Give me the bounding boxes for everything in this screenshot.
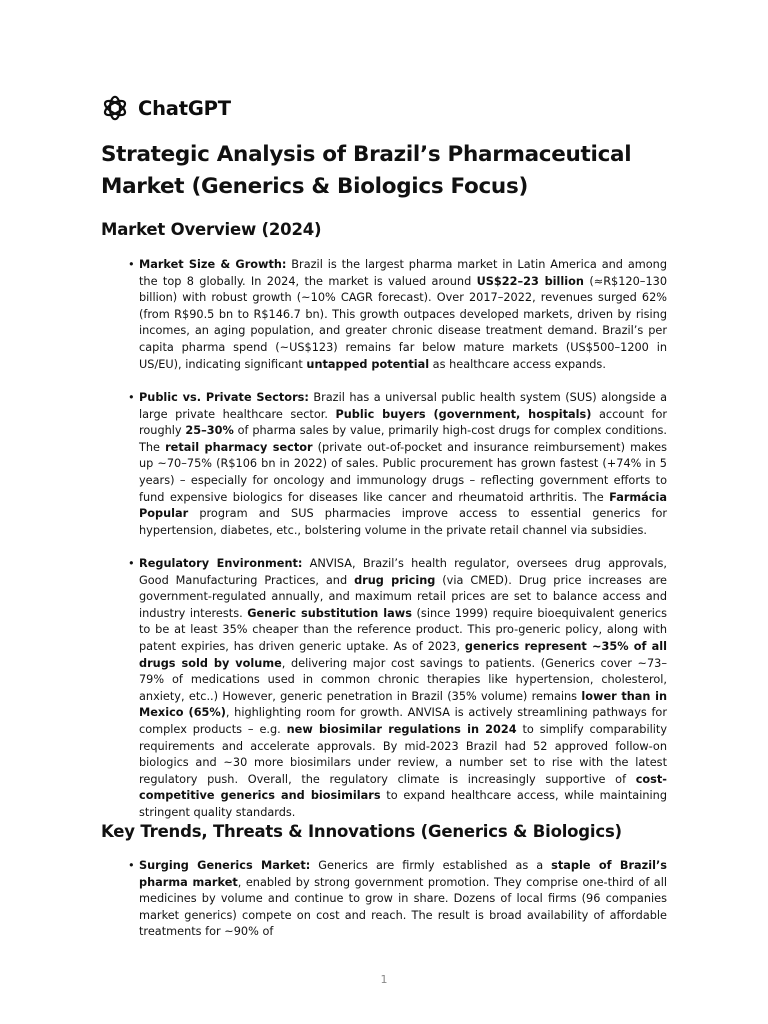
bold-phrase: cost-competitive generics and biosimilars	[139, 772, 667, 803]
bold-phrase: staple of Brazil’s pharma market	[139, 859, 667, 889]
text-run: account for roughly	[139, 407, 668, 438]
text-run: of pharma sales by value, primarily high-cost drugs for complex conditions. The	[139, 424, 667, 454]
text-run: , enabled by strong government promotion. They comprise one-third of all medicines by volume and continue to grow in share. Dozens of local firms (96 companies market generics) compete on cost and reach. The result is broad availability of affordable treatments for ~90% of	[139, 875, 667, 939]
document-title: Strategic Analysis of Brazil’s Pharmaceutical Market (Generics & Biologics Focus)	[101, 142, 632, 199]
bold-phrase: untapped potential	[306, 357, 430, 371]
bold-phrase: Public buyers (government, hospitals)	[335, 407, 592, 421]
bullet-dot: •	[128, 557, 135, 570]
bullet-text	[139, 858, 667, 941]
text-run: (via CMED). Drug price increases are government-regulated annually, and maximum retail prices are set to balance access and industry interests.	[139, 573, 667, 620]
bold-phrase: generics represent ~35% of all drugs sold by volume	[139, 639, 667, 670]
bold-phrase: new biosimilar regulations in 2024	[286, 722, 517, 736]
bullet-dot: •	[128, 391, 135, 404]
bullet-text	[139, 390, 667, 539]
section-heading-market-overview: Market Overview (2024)	[101, 220, 322, 239]
text-run: (private out-of-pocket and insurance reimbursement) makes up ~70–75% (R$106 bn in 2022) of sales. Public procurement has grown fastest (+74% in 5 years) – especially for oncology and immunology drugs – reflecting government efforts to fund expensive biologics for diseases like cancer and rheumatoid arthritis. The	[139, 440, 668, 504]
bullet-dot: •	[128, 258, 135, 271]
openai-knot-icon	[101, 94, 129, 122]
text-run: (≈R$120–130 billion) with robust growth (~10% CAGR forecast). Over 2017–2022, revenues surged 62% (from R$90.5 bn to R$146.7 bn). This growth outpaces developed markets, driven by rising incomes, an aging population, and greater chronic disease treatment demand. Brazil’s per capita pharma spend (~US$123) remains far below mature markets (US$500–1200 in US/EU), indicating significant	[139, 274, 668, 371]
text-run: , highlighting room for growth. ANVISA is actively streamlining pathways for complex products – e.g.	[139, 706, 667, 736]
text-run: as healthcare access expands.	[429, 357, 606, 371]
section-heading-key-trends: Key Trends, Threats & Innovations (Generics & Biologics)	[101, 822, 622, 841]
brand-header	[101, 94, 231, 122]
bullet-text	[139, 556, 667, 822]
text-run: to simplify comparability requirements and accelerate approvals. By mid-2023 Brazil had 52 approved follow-on biologics and ~30 more biosimilars under review, a number set to rise with the latest regulatory push. Overall, the regulatory climate is increasingly supportive of	[139, 722, 668, 786]
bold-phrase: US$22–23 billion	[476, 274, 584, 288]
bullet-dot: •	[128, 859, 135, 872]
bold-phrase: Generic substitution laws	[247, 606, 412, 620]
bullet-regulatory	[128, 556, 667, 822]
text-run: Generics are firmly established as a	[310, 859, 552, 872]
text-run: , delivering major cost savings to patients. (Generics cover ~73–79% of medications used in common chronic therapies like hypertension, cholesterol, anxiety, etc..) However, generic penetration in Brazil (35% volume) remains	[139, 656, 667, 703]
page-number: 1	[380, 973, 388, 986]
bullet-text	[139, 257, 667, 373]
text-run: ANVISA, Brazil’s health regulator, oversees drug approvals, Good Manufacturing Practices, and	[139, 557, 667, 587]
bold-phrase: lower than in Mexico (65%)	[139, 689, 667, 720]
bold-phrase: drug pricing	[354, 573, 436, 587]
bullet-public-private	[128, 390, 667, 539]
text-run: Brazil is the largest pharma market in Latin America and among the top 8 globally. In 2024, the market is valued around	[139, 258, 667, 288]
bold-phrase: Market Size & Growth:	[139, 258, 287, 271]
text-run: Brazil has a universal public health system (SUS) alongside a large private healthcare sector.	[139, 391, 667, 421]
text-run: (since 1999) require bioequivalent generics to be at least 35% cheaper than the reference product. This pro-generic policy, along with patent expiries, has driven generic uptake. As of 2023,	[139, 606, 667, 653]
bullet-generics-market	[128, 858, 667, 941]
bold-phrase: Farmácia Popular	[139, 490, 667, 521]
bold-phrase: Public vs. Private Sectors:	[139, 391, 309, 404]
bold-phrase: Regulatory Environment:	[139, 557, 303, 570]
bold-phrase: 25–30%	[185, 424, 234, 438]
bold-phrase: retail pharmacy sector	[165, 440, 313, 454]
bold-phrase: Surging Generics Market:	[139, 859, 311, 872]
brand-name: ChatGPT	[138, 96, 231, 120]
bullet-market-size	[128, 257, 667, 373]
text-run: to expand healthcare access, while maintaining stringent quality standards.	[139, 789, 667, 819]
text-run: program and SUS pharmacies improve access to essential generics for hypertension, diabetes, etc., bolstering volume in the private retail channel via subsidies.	[139, 507, 667, 537]
